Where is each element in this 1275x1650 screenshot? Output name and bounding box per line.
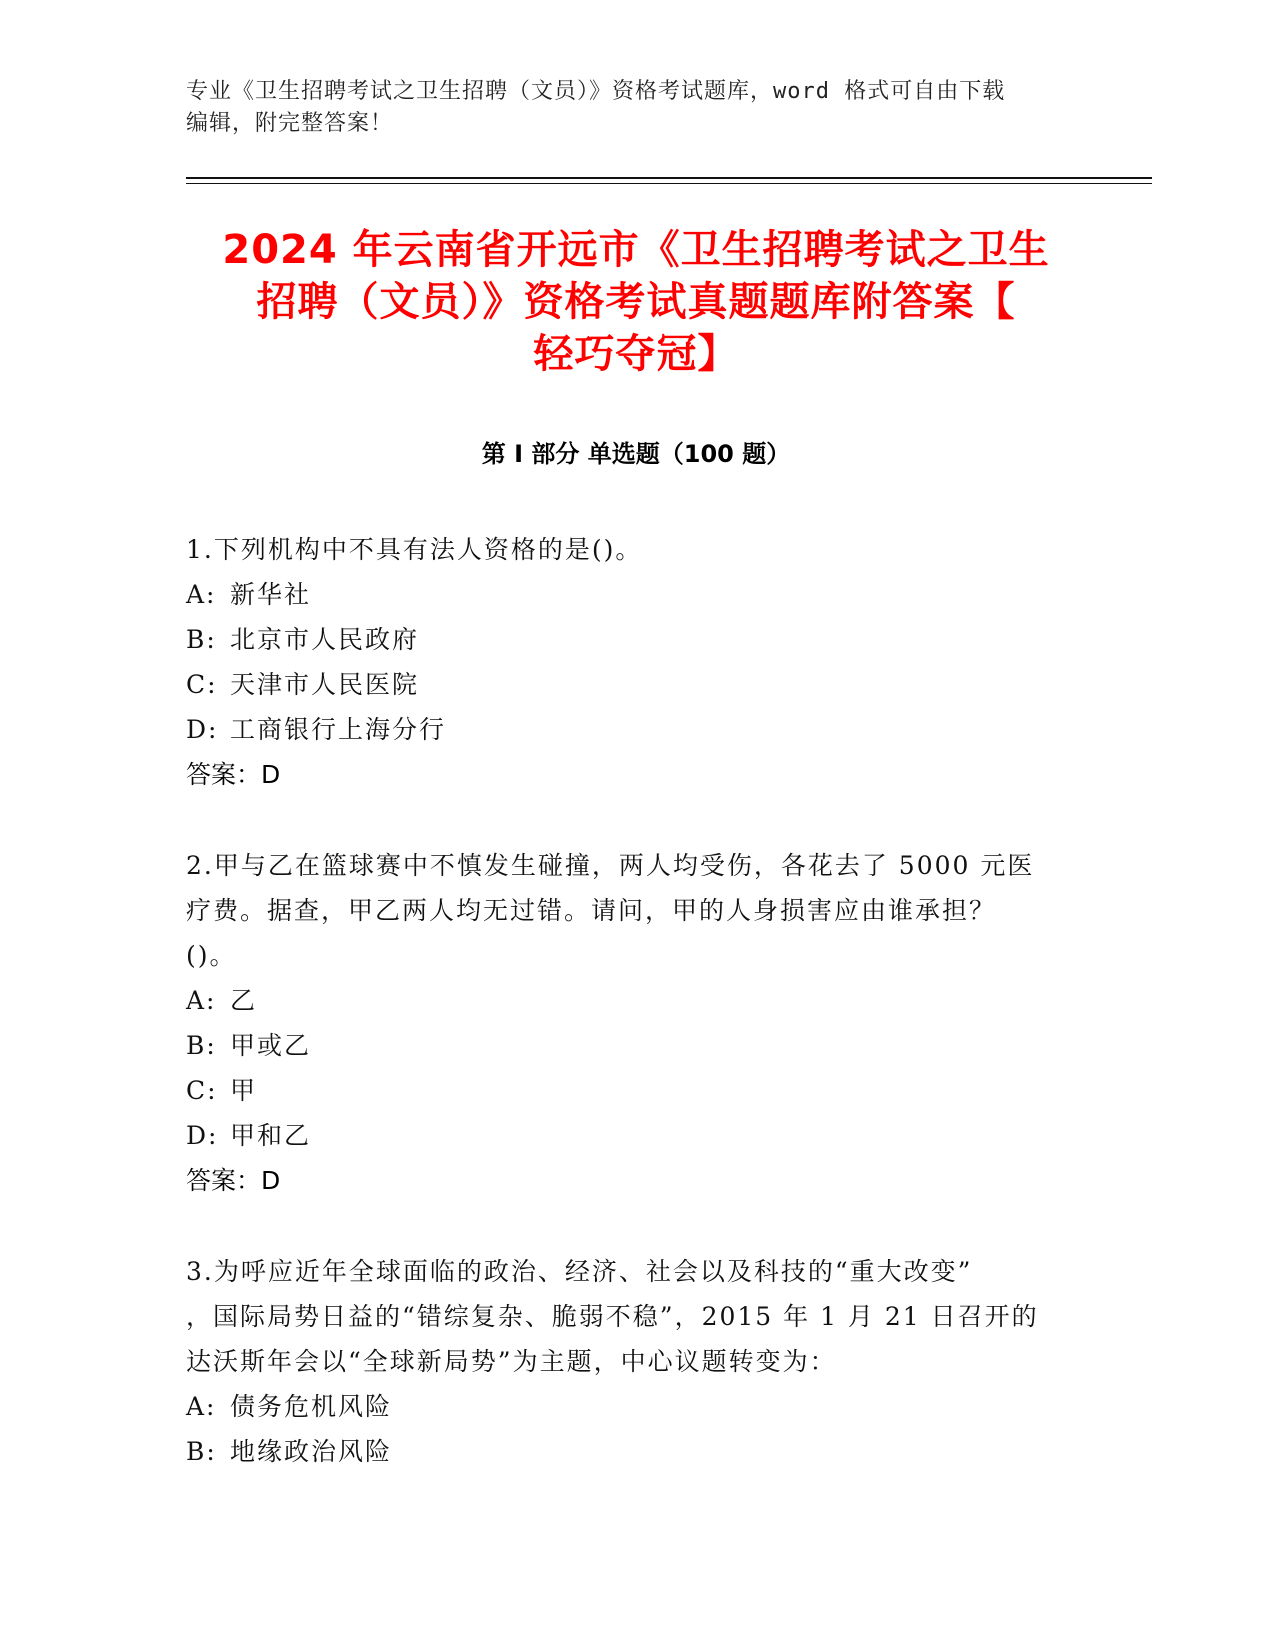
question-option [186,707,1086,752]
title-line-1: 2024 年云南省开远市《卫生招聘考试之卫生 [222,227,1050,273]
option-text: 天津市人民医院 [230,670,420,699]
option-text: 地缘政治风险 [230,1437,393,1466]
question-stem-line: ()。 [186,941,237,970]
question-option [186,617,1086,662]
question-option [186,1068,1086,1113]
title-line-3: 轻巧夺冠】 [533,331,739,377]
question-option [186,1113,1086,1158]
option-key: A: [186,986,217,1015]
question-stem-line: 疗费。据查，甲乙两人均无过错。请问，甲的人身损害应由谁承担？ [186,896,997,925]
document-title [186,224,1086,380]
option-key: A: [186,1392,217,1421]
page-header [186,76,1086,140]
question-2 [186,843,1086,1203]
question-option [186,662,1086,707]
question-1 [186,527,1086,797]
question-answer: 答案：D [186,1166,281,1195]
question-option [186,1429,1086,1474]
option-text: 北京市人民政府 [230,625,420,654]
option-text: 甲 [230,1076,258,1105]
option-text: 甲和乙 [230,1121,312,1150]
option-key: C: [186,670,218,699]
question-3 [186,1249,1086,1474]
header-divider-thick [186,177,1152,179]
option-text: 甲或乙 [230,1031,312,1060]
question-stem-line: 1.下列机构中不具有法人资格的是()。 [186,535,643,564]
option-key: C: [186,1076,218,1105]
option-key: B: [186,625,217,654]
question-stem-line: ，国际局势日益的“错综复杂、脆弱不稳”，2015 年 1 月 21 日召开的 [186,1302,1039,1331]
question-option [186,1384,1086,1429]
option-text: 新华社 [230,580,312,609]
section-title: 第 I 部分 单选题（100 题） [481,440,791,468]
option-key: D: [186,1121,219,1150]
option-key: B: [186,1437,217,1466]
question-stem-line: 2.甲与乙在篮球赛中不慎发生碰撞，两人均受伤，各花去了 5000 元医 [186,851,1035,880]
title-line-2: 招聘（文员）》资格考试真题题库附答案【 [256,279,1016,325]
header-line-2: 编辑，附完整答案！ [186,111,394,136]
question-stem-line: 达沃斯年会以“全球新局势”为主题，中心议题转变为： [186,1347,837,1376]
option-key: B: [186,1031,217,1060]
option-text: 乙 [230,986,258,1015]
question-stem-line: 3.为呼应近年全球面临的政治、经济、社会以及科技的“重大改变” [186,1257,973,1286]
question-option [186,1023,1086,1068]
option-key: A: [186,580,217,609]
header-line-1: 专业《卫生招聘考试之卫生招聘（文员）》资格考试题库，word 格式可自由下载 [186,79,1006,104]
question-option [186,572,1086,617]
question-option [186,978,1086,1023]
option-text: 债务危机风险 [230,1392,393,1421]
question-list [186,527,1086,1520]
header-divider-thin [186,183,1152,184]
option-text: 工商银行上海分行 [230,715,447,744]
question-answer: 答案：D [186,760,281,789]
option-key: D: [186,715,219,744]
